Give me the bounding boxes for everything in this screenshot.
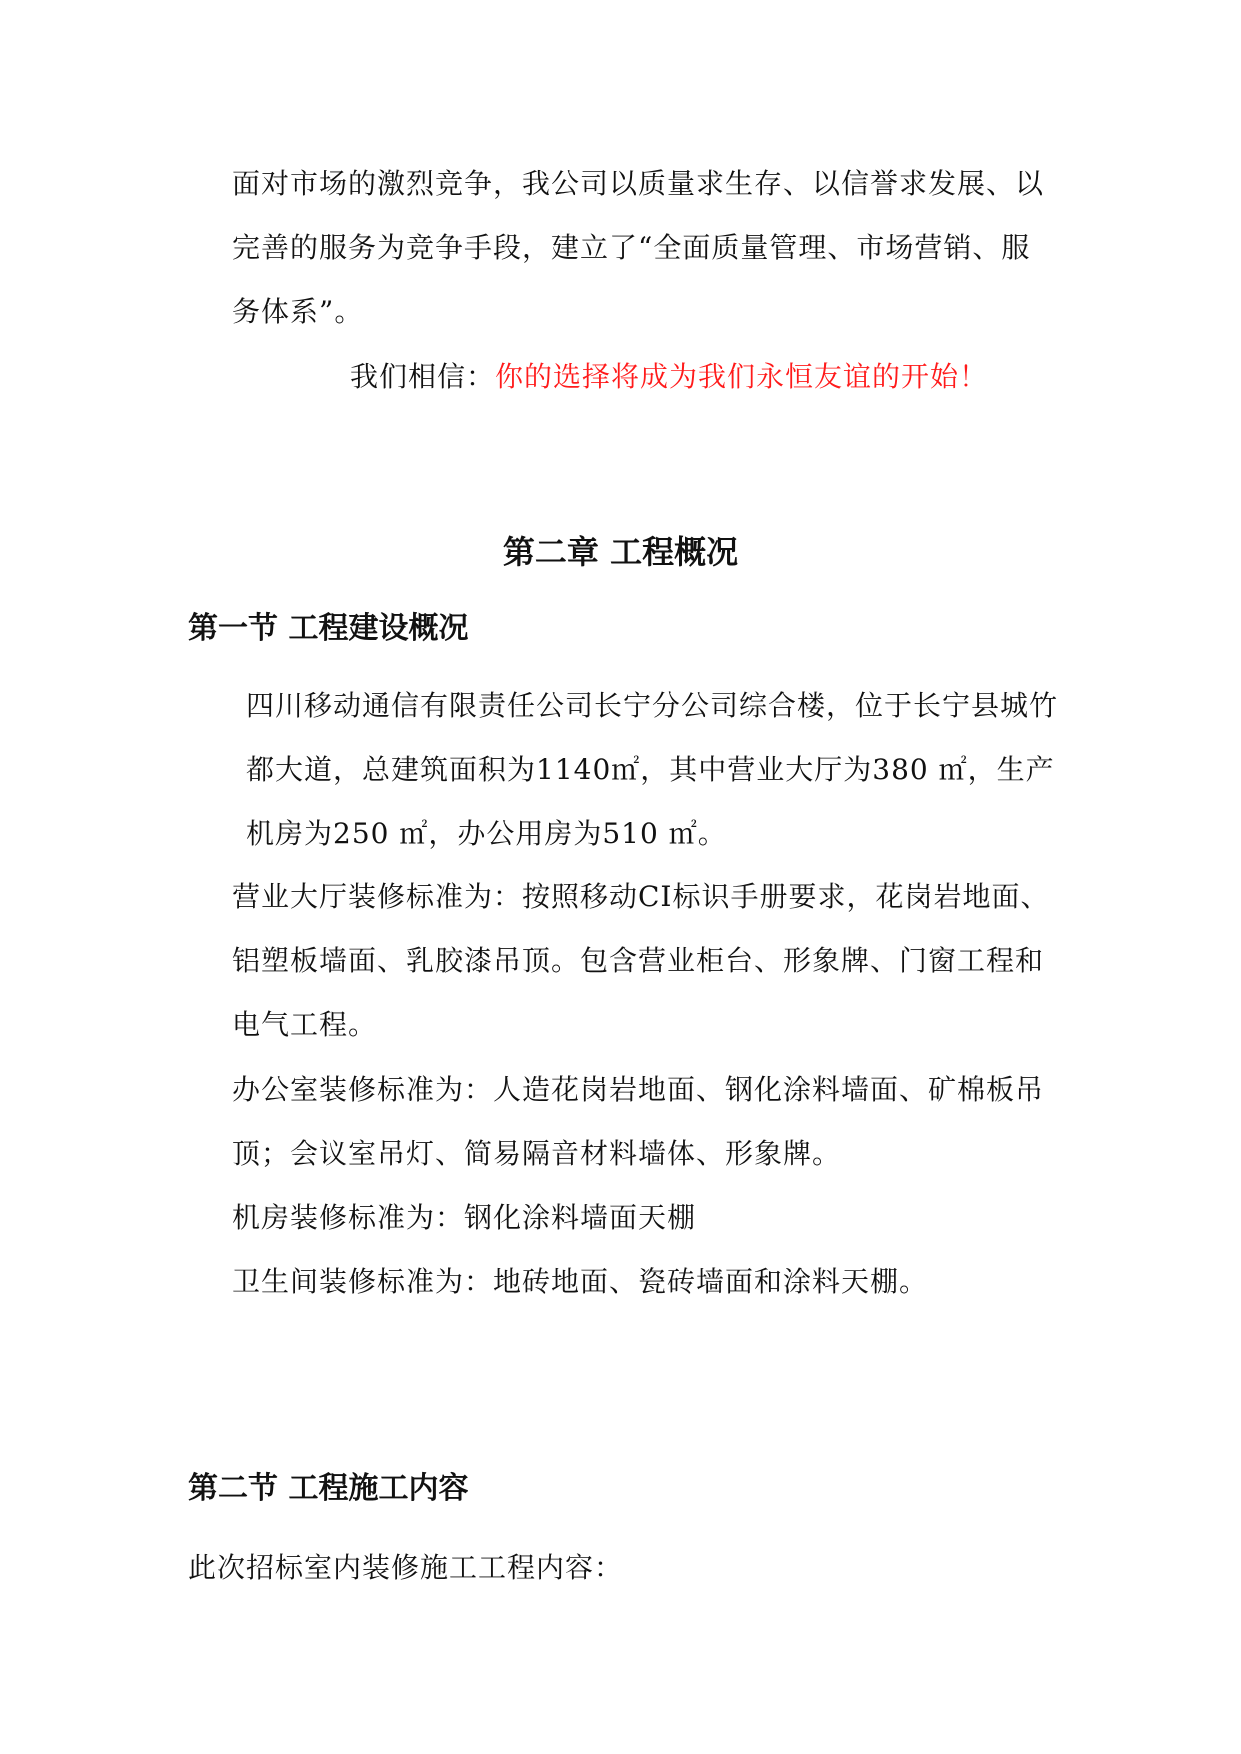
chapter-title: 第二章 工程概况 bbox=[502, 533, 739, 571]
section-2-title: 第二节 工程施工内容 bbox=[188, 1471, 469, 1506]
section-2-intro: 此次招标室内装修施工工程内容： bbox=[188, 1551, 624, 1584]
restroom-standard: 卫生间装修标准为：地砖地面、瓷砖墙面和涂料天棚。 bbox=[232, 1265, 929, 1298]
office-standard-line-1: 办公室装修标准为：人造花岗岩地面、钢化涂料墙面、矿棉板吊 bbox=[232, 1073, 1045, 1106]
hall-standard-line-3: 电气工程。 bbox=[232, 1008, 378, 1041]
section-1-title: 第一节 工程建设概况 bbox=[188, 611, 469, 646]
intro-line-3: 务体系”。 bbox=[232, 295, 364, 328]
office-standard-line-2: 顶；会议室吊灯、简易隔音材料墙体、形象牌。 bbox=[232, 1137, 842, 1170]
overview-line-3: 机房为250 ㎡，办公用房为510 ㎡。 bbox=[246, 817, 727, 850]
intro-line-2: 完善的服务为竞争手段，建立了“全面质量管理、市场营销、服 bbox=[232, 231, 1031, 264]
machine-room-standard: 机房装修标准为：钢化涂料墙面天棚 bbox=[232, 1201, 697, 1234]
intro-line-1: 面对市场的激烈竞争，我公司以质量求生存、以信誉求发展、以 bbox=[232, 167, 1045, 200]
overview-line-1: 四川移动通信有限责任公司长宁分公司综合楼，位于长宁县城竹 bbox=[246, 689, 1059, 722]
overview-line-2: 都大道，总建筑面积为1140㎡，其中营业大厅为380 ㎡，生产 bbox=[246, 753, 1055, 786]
hall-standard-line-2: 铝塑板墙面、乳胶漆吊顶。包含营业柜台、形象牌、门窗工程和 bbox=[232, 944, 1045, 977]
belief-statement bbox=[350, 357, 988, 397]
hall-standard-line-1: 营业大厅装修标准为：按照移动CI标识手册要求，花岗岩地面、 bbox=[232, 880, 1050, 913]
belief-label: 我们相信： bbox=[350, 360, 496, 393]
belief-text: 你的选择将成为我们永恒友谊的开始！ bbox=[495, 360, 989, 393]
